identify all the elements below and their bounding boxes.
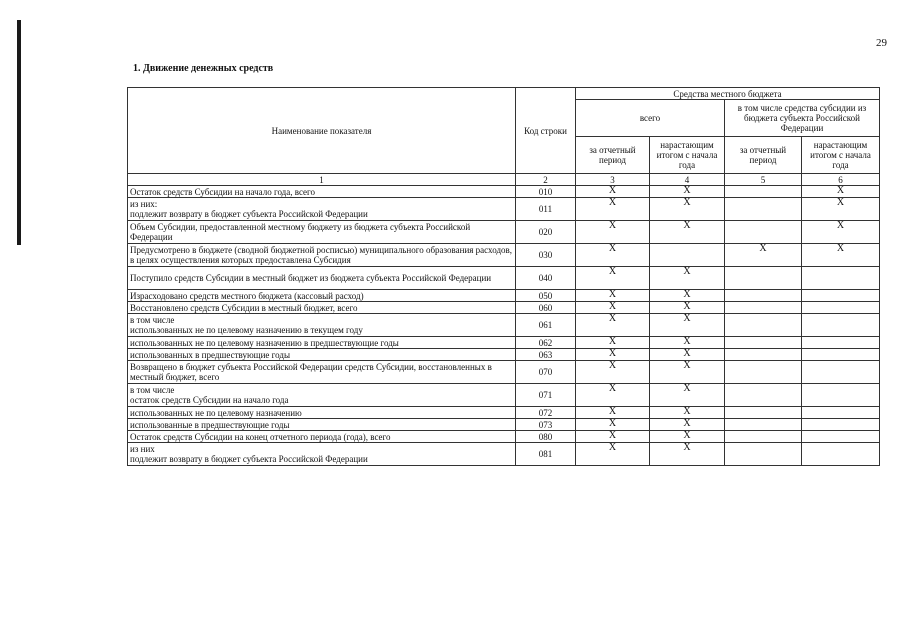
cell-subsidy-period [725,221,802,244]
header-indicator-name: Наименование показателя [128,88,516,174]
cell-total-period: X [576,198,650,221]
cell-subsidy-cumulative: X [802,221,880,244]
row-name: использованных в предшествующие годы [128,349,516,361]
table-row [128,431,880,443]
cell-subsidy-period [725,314,802,337]
cell-subsidy-cumulative [802,302,880,314]
header-total-cumulative: нарастающим итогом с начала года [650,137,725,174]
header-total-period: за отчетный период [576,137,650,174]
cell-total-cumulative: X [650,361,725,384]
row-code: 063 [516,349,576,361]
cell-total-cumulative: X [650,349,725,361]
cell-subsidy-cumulative [802,384,880,407]
header-local-budget: Средства местного бюджета [576,88,880,100]
cell-total-period: X [576,290,650,302]
cell-total-period: X [576,407,650,419]
cell-subsidy-cumulative [802,267,880,290]
row-name: из них: подлежит возврату в бюджет субъекта Российской Федерации [128,198,516,221]
cell-total-period: X [576,244,650,267]
column-number: 6 [802,174,880,186]
cell-subsidy-cumulative [802,407,880,419]
cell-total-period: X [576,221,650,244]
cell-subsidy-cumulative: X [802,244,880,267]
column-number: 3 [576,174,650,186]
cell-total-cumulative: X [650,221,725,244]
column-number: 4 [650,174,725,186]
table-row [128,314,880,337]
cell-total-cumulative: X [650,198,725,221]
cell-total-period: X [576,431,650,443]
cell-total-period: X [576,267,650,290]
row-name: Восстановлено средств Субсидии в местный бюджет, всего [128,302,516,314]
table-row [128,290,880,302]
cell-subsidy-cumulative: X [802,198,880,221]
column-number: 2 [516,174,576,186]
table-row [128,337,880,349]
row-name: Израсходовано средств местного бюджета (кассовый расход) [128,290,516,302]
cell-subsidy-period [725,198,802,221]
cell-subsidy-period [725,407,802,419]
cell-total-cumulative: X [650,337,725,349]
cell-subsidy-cumulative [802,443,880,466]
row-name: в том числе остаток средств Субсидии на начало года [128,384,516,407]
table-row [128,443,880,466]
cell-subsidy-period [725,302,802,314]
table-row [128,302,880,314]
table-row [128,186,880,198]
column-number: 5 [725,174,802,186]
row-code: 062 [516,337,576,349]
table-row [128,267,880,290]
table-row [128,419,880,431]
cell-subsidy-period: X [725,244,802,267]
cell-total-cumulative: X [650,302,725,314]
cell-total-cumulative: X [650,419,725,431]
cell-total-cumulative: X [650,186,725,198]
column-number: 1 [128,174,516,186]
cash-flow-table [127,87,880,466]
cell-subsidy-cumulative [802,431,880,443]
row-name: из них подлежит возврату в бюджет субъекта Российской Федерации [128,443,516,466]
table-row [128,407,880,419]
cell-total-cumulative: X [650,384,725,407]
row-name: в том числе использованных не по целевому назначению в текущем году [128,314,516,337]
cell-subsidy-cumulative [802,419,880,431]
cell-total-period: X [576,186,650,198]
row-code: 081 [516,443,576,466]
cell-subsidy-cumulative [802,290,880,302]
row-code: 061 [516,314,576,337]
scan-edge-bar [17,20,21,245]
header-subsidy: в том числе средства субсидии из бюджета субъекта Российской Федерации [725,100,880,137]
row-code: 020 [516,221,576,244]
row-code: 030 [516,244,576,267]
cell-total-period: X [576,419,650,431]
table-row [128,244,880,267]
header-row-code: Код строки [516,88,576,174]
cell-subsidy-period [725,419,802,431]
row-code: 040 [516,267,576,290]
header-subsidy-cumulative: нарастающим итогом с начала года [802,137,880,174]
row-name: использованные в предшествующие годы [128,419,516,431]
cell-total-cumulative: X [650,267,725,290]
row-code: 080 [516,431,576,443]
cell-subsidy-cumulative [802,337,880,349]
cell-subsidy-period [725,384,802,407]
row-code: 060 [516,302,576,314]
header-subsidy-period: за отчетный период [725,137,802,174]
row-name: использованных не по целевому назначению в предшествующие годы [128,337,516,349]
cell-subsidy-period [725,443,802,466]
cell-subsidy-cumulative: X [802,186,880,198]
table-row [128,361,880,384]
row-code: 070 [516,361,576,384]
row-code: 073 [516,419,576,431]
table-row [128,349,880,361]
table-row [128,198,880,221]
row-name: Возвращено в бюджет субъекта Российской Федерации средств Субсидии, восстановленных в местный бюджет, всего [128,361,516,384]
section-title: 1. Движение денежных средств [133,63,274,74]
cell-total-cumulative [650,244,725,267]
row-code: 072 [516,407,576,419]
row-code: 071 [516,384,576,407]
row-name: Объем Субсидии, предоставленной местному бюджету из бюджета субъекта Российской Федерации [128,221,516,244]
header-total: всего [576,100,725,137]
cell-subsidy-cumulative [802,361,880,384]
cell-subsidy-cumulative [802,349,880,361]
cell-total-period: X [576,349,650,361]
cell-total-period: X [576,361,650,384]
row-name: Остаток средств Субсидии на конец отчетного периода (года), всего [128,431,516,443]
cell-total-period: X [576,384,650,407]
table-row [128,384,880,407]
table-row [128,221,880,244]
cell-total-cumulative: X [650,314,725,337]
cell-subsidy-period [725,349,802,361]
row-code: 050 [516,290,576,302]
cell-total-period: X [576,337,650,349]
cell-subsidy-period [725,361,802,384]
row-code: 011 [516,198,576,221]
row-name: Поступило средств Субсидии в местный бюджет из бюджета субъекта Российской Федерации [128,267,516,290]
cell-total-cumulative: X [650,407,725,419]
cell-subsidy-period [725,290,802,302]
cell-total-period: X [576,443,650,466]
cell-total-period: X [576,302,650,314]
cell-subsidy-period [725,186,802,198]
row-code: 010 [516,186,576,198]
row-name: использованных не по целевому назначению [128,407,516,419]
cell-subsidy-period [725,267,802,290]
row-name: Предусмотрено в бюджете (сводной бюджетной росписью) муниципального образования расходов, в целях осуществления которых предоставлена Субсидия [128,244,516,267]
cell-subsidy-period [725,337,802,349]
cell-total-cumulative: X [650,290,725,302]
row-name: Остаток средств Субсидии на начало года, всего [128,186,516,198]
cell-subsidy-cumulative [802,314,880,337]
cell-total-cumulative: X [650,431,725,443]
cell-subsidy-period [725,431,802,443]
cell-total-period: X [576,314,650,337]
page-number: 29 [876,37,887,49]
cell-total-cumulative: X [650,443,725,466]
